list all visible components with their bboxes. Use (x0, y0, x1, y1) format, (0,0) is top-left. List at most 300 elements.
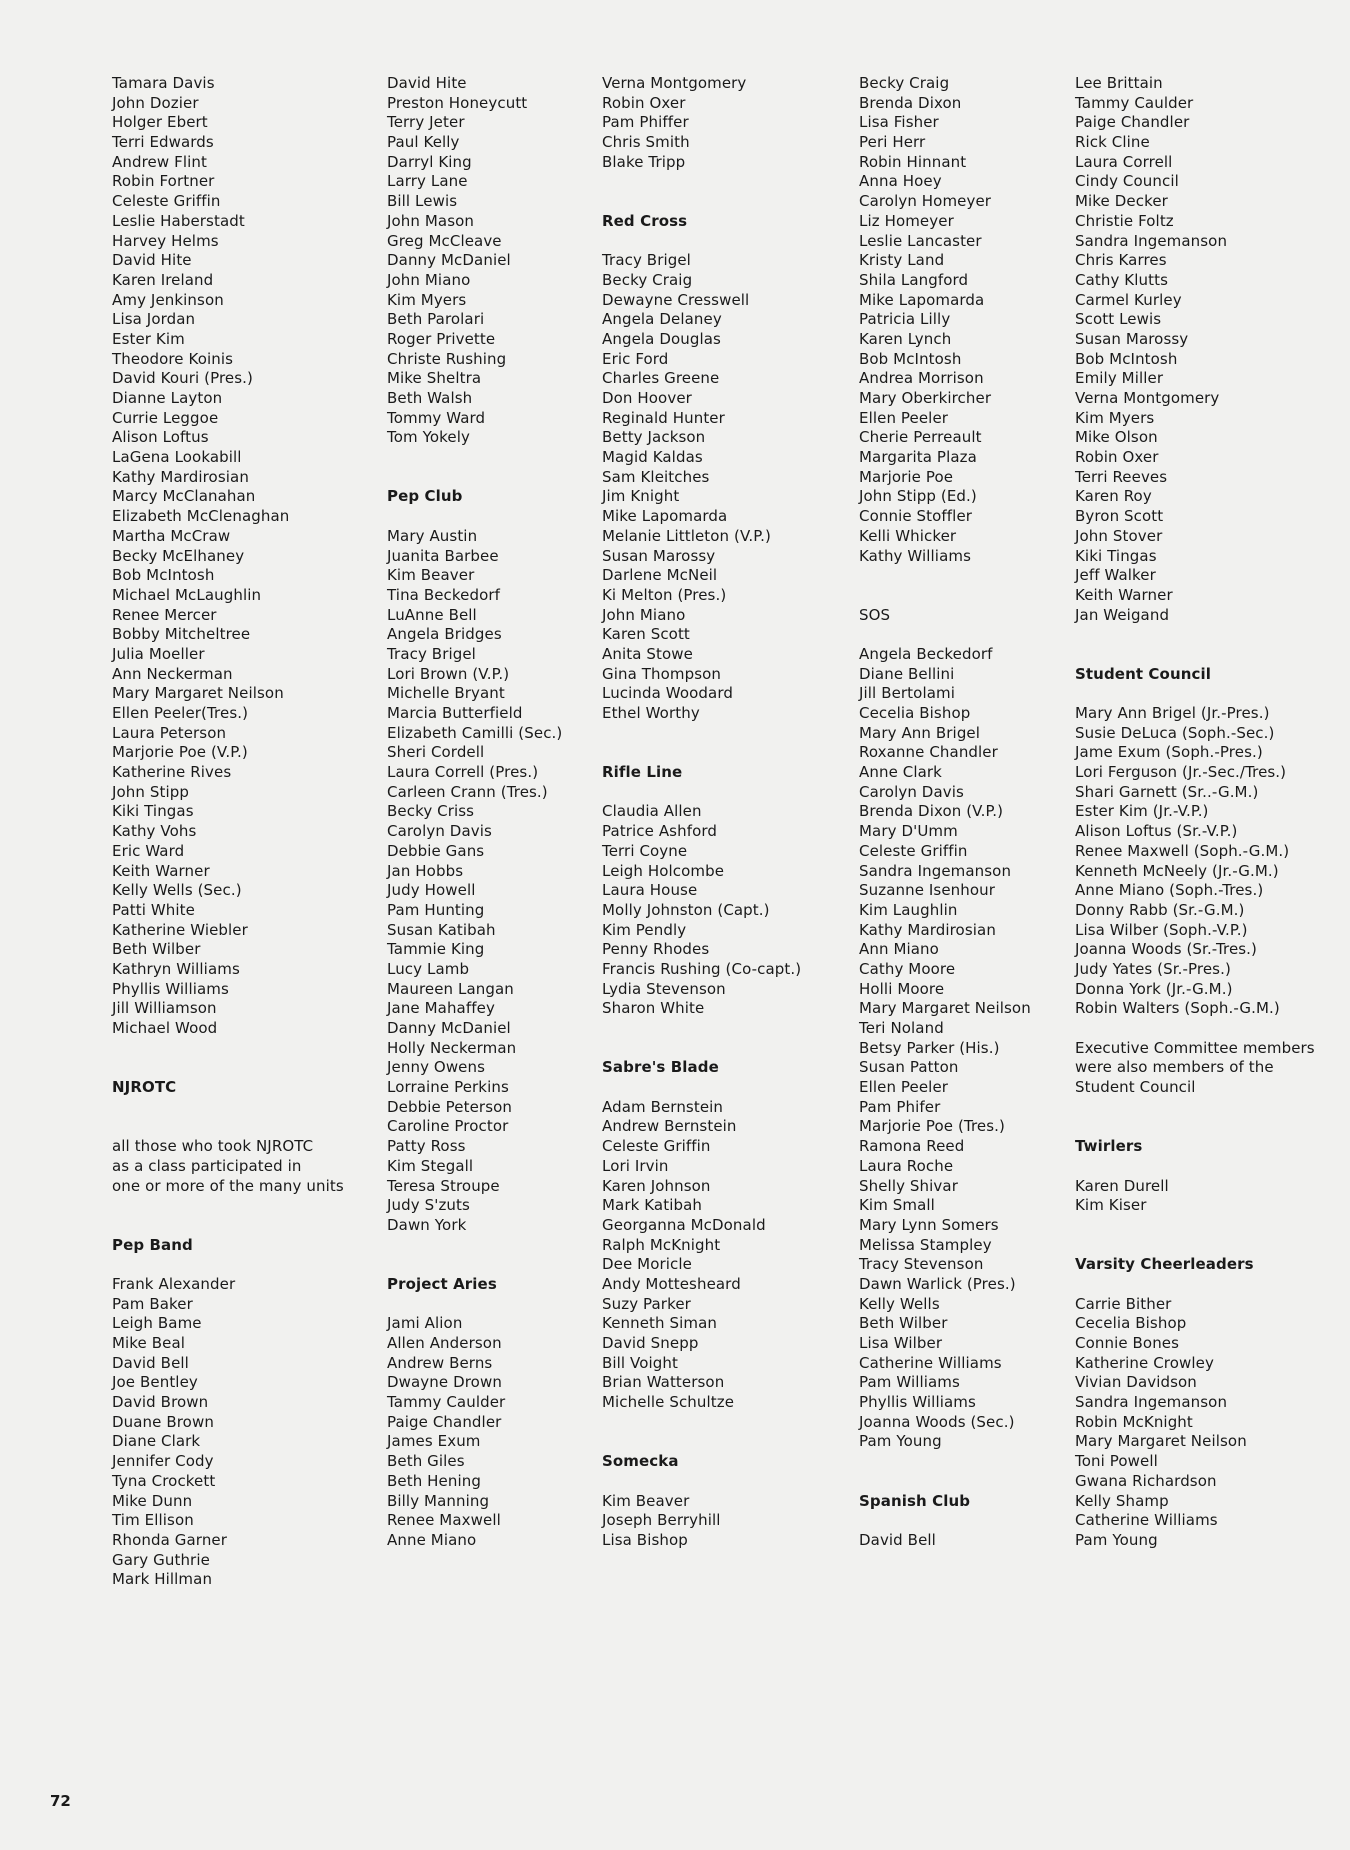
roster-line: Toni Powell (1075, 1452, 1158, 1471)
roster-line: Joanna Woods (Sec.) (859, 1412, 1015, 1431)
roster-line: Michelle Bryant (387, 684, 505, 703)
spacer (602, 172, 852, 192)
roster-line: Molly Johnston (Capt.) (602, 900, 770, 919)
spacer (1075, 625, 1337, 645)
spacer (602, 1432, 852, 1452)
roster-line: Melissa Stampley (859, 1235, 992, 1254)
roster-line: Becky Craig (859, 74, 950, 92)
roster-line: Lori Ferguson (Jr.-Sec./Tres.) (1075, 763, 1287, 782)
roster-line: Jan Hobbs (387, 861, 464, 880)
roster-line: David Hite (112, 251, 192, 270)
roster-line: Robin Oxer (602, 93, 686, 112)
roster-line: Holly Neckerman (387, 1038, 517, 1057)
spacer (112, 1117, 362, 1137)
roster-line: Karen Roy (1075, 487, 1152, 506)
roster-line: Katherine Crowley (1075, 1353, 1214, 1372)
section-heading: Pep Club (387, 487, 463, 506)
roster-line: Marjorie Poe (859, 467, 954, 486)
roster-line: Celeste Griffin (602, 1137, 711, 1156)
roster-line: Sandra Ingemanson (1075, 1393, 1228, 1412)
roster-line: Marjorie Poe (V.P.) (112, 743, 248, 762)
roster-line: John Stipp (112, 782, 189, 801)
roster-line: Cathy Klutts (1075, 270, 1168, 289)
spacer (1075, 1216, 1337, 1236)
roster-line: Patty Ross (387, 1137, 466, 1156)
roster-line: Danny McDaniel (387, 1019, 511, 1037)
roster-line: Cindy Council (1075, 172, 1179, 191)
roster-line: Mike Decker (1075, 192, 1168, 211)
roster-line: Kenneth McNeely (Jr.-G.M.) (1075, 861, 1279, 880)
roster-line: David Hite (387, 74, 467, 92)
roster-line: Billy Manning (387, 1491, 490, 1510)
roster-line: Mary Lynn Somers (859, 1215, 999, 1234)
roster-line: Kim Laughlin (859, 900, 958, 919)
roster-line: Lorraine Perkins (387, 1078, 509, 1097)
roster-line: Kathryn Williams (112, 959, 240, 978)
roster-line: Beth Wilber (112, 940, 201, 959)
roster-line: Ki Melton (Pres.) (602, 585, 727, 604)
roster-line: Mary Margaret Neilson (1075, 1432, 1247, 1451)
spacer (112, 1216, 362, 1236)
roster-line: Ethel Worthy (602, 704, 700, 722)
roster-line: Catherine Williams (1075, 1511, 1218, 1530)
roster-line: Bob McIntosh (1075, 349, 1178, 368)
roster-line: Blake Tripp (602, 152, 686, 171)
roster-line: Lisa Fisher (859, 113, 939, 132)
roster-line: Leslie Lancaster (859, 231, 982, 250)
roster-line: Beth Hening (387, 1471, 481, 1490)
roster-line: Keith Warner (112, 861, 210, 880)
section-heading: Somecka (602, 1452, 679, 1471)
roster-line: Ramona Reed (859, 1137, 965, 1156)
roster-line: Frank Alexander (112, 1274, 236, 1293)
section-heading: Varsity Cheerleaders (1075, 1255, 1254, 1274)
roster-column-1 (112, 74, 362, 1590)
roster-line: Jill Williamson (112, 999, 217, 1018)
spacer (859, 566, 1109, 586)
roster-line: Lisa Bishop (602, 1530, 688, 1549)
roster-line: Carleen Crann (Tres.) (387, 782, 548, 801)
roster-line: Kathy Mardirosian (859, 920, 996, 939)
roster-line: Lisa Wilber (859, 1334, 943, 1352)
roster-line: Kelly Shamp (1075, 1491, 1169, 1510)
roster-line: Kim Stegall (387, 1156, 474, 1175)
spacer (859, 586, 1109, 606)
roster-line: Mary Austin (387, 526, 478, 545)
spacer (1075, 1117, 1337, 1137)
roster-line: Duane Brown (112, 1412, 214, 1431)
roster-line: Kelli Whicker (859, 526, 957, 545)
roster-line: Renee Maxwell (387, 1511, 501, 1530)
roster-line: Ann Neckerman (112, 664, 233, 683)
roster-line: Shila Langford (859, 270, 969, 289)
roster-line: Sheri Cordell (387, 743, 485, 762)
roster-line: Verna Montgomery (1075, 389, 1220, 407)
roster-line: Laura House (602, 881, 698, 900)
roster-line: Dewayne Cresswell (602, 290, 750, 309)
roster-line: Mark Hillman (112, 1570, 213, 1589)
roster-line: David Brown (112, 1393, 209, 1412)
roster-line: Kathy Vohs (112, 822, 197, 841)
roster-line: Katherine Rives (112, 763, 232, 782)
roster-line: Tracy Stevenson (859, 1255, 984, 1274)
roster-line: Connie Stoffler (859, 507, 973, 526)
section-heading: Project Aries (387, 1274, 497, 1293)
spacer (602, 724, 852, 744)
roster-line: Currie Leggoe (112, 408, 219, 427)
roster-line: Roxanne Chandler (859, 743, 998, 762)
roster-line: Darlene McNeil (602, 566, 718, 585)
roster-line: Bill Lewis (387, 192, 458, 211)
roster-line: Patricia Lilly (859, 310, 951, 329)
spacer (859, 1511, 1109, 1531)
roster-line: Francis Rushing (Co-capt.) (602, 959, 802, 978)
roster-line: Dianne Layton (112, 389, 223, 407)
roster-line: Student Council (1075, 1078, 1196, 1097)
roster-line: Laura Peterson (112, 723, 227, 742)
roster-line: Kiki Tingas (112, 802, 194, 821)
spacer (602, 192, 852, 212)
roster-line: Adam Bernstein (602, 1097, 724, 1116)
roster-line: Pam Young (859, 1432, 942, 1451)
spacer (1075, 1275, 1337, 1295)
roster-line: Lucy Lamb (387, 959, 470, 978)
roster-line: Anna Hoey (859, 172, 942, 191)
roster-line: Gwana Richardson (1075, 1471, 1217, 1490)
roster-line: Jenny Owens (387, 1058, 486, 1077)
roster-line: Don Hoover (602, 389, 692, 407)
roster-line: David Snepp (602, 1334, 699, 1352)
roster-line: Carrie Bither (1075, 1294, 1172, 1313)
roster-line: Georganna McDonald (602, 1215, 766, 1234)
roster-line: Scott Lewis (1075, 310, 1162, 329)
roster-line: Robin Oxer (1075, 448, 1159, 467)
roster-line: Jami Alion (387, 1314, 463, 1333)
roster-line: John Miano (602, 605, 686, 624)
roster-line: Beth Parolari (387, 310, 485, 329)
roster-line: Renee Mercer (112, 605, 217, 624)
roster-line: Eric Ford (602, 349, 669, 368)
spacer (387, 468, 637, 488)
roster-line: Mike Olson (1075, 428, 1158, 447)
roster-line: Tom Yokely (387, 428, 470, 447)
roster-line: Bob McIntosh (112, 566, 215, 585)
roster-line: Lori Brown (V.P.) (387, 664, 510, 683)
roster-line: Allen Anderson (387, 1334, 502, 1352)
roster-line: Cecelia Bishop (859, 704, 971, 722)
roster-line: Jill Bertolami (859, 684, 955, 703)
spacer (602, 1019, 852, 1039)
roster-line: Peri Herr (859, 133, 926, 152)
roster-line: Harvey Helms (112, 231, 219, 250)
roster-line: Tina Beckedorf (387, 585, 501, 604)
roster-line: Mary Oberkircher (859, 389, 992, 407)
page-number: 72 (50, 1792, 71, 1810)
roster-line: Robin Walters (Soph.-G.M.) (1075, 999, 1280, 1018)
roster-line: Lydia Stevenson (602, 979, 726, 998)
roster-line: Sharon White (602, 999, 705, 1018)
roster-line: Susan Marossy (602, 546, 716, 565)
roster-line: Eric Ward (112, 841, 185, 860)
spacer (602, 1039, 852, 1059)
roster-line: Renee Maxwell (Soph.-G.M.) (1075, 841, 1290, 860)
roster-line: one or more of the many units (112, 1176, 344, 1195)
roster-line: Theodore Koinis (112, 349, 234, 368)
roster-line: Kathy Williams (859, 546, 971, 565)
roster-line: Karen Scott (602, 625, 690, 644)
roster-line: Anita Stowe (602, 644, 693, 663)
roster-line: Claudia Allen (602, 802, 702, 821)
roster-line: Karen Johnson (602, 1176, 711, 1195)
roster-line: Celeste Griffin (859, 841, 968, 860)
roster-line: Carolyn Davis (859, 782, 964, 801)
spacer (602, 743, 852, 763)
section-heading: Pep Band (112, 1235, 193, 1254)
roster-line: Ellen Peeler (859, 408, 949, 427)
roster-line: Donny Rabb (Sr.-G.M.) (1075, 900, 1245, 919)
roster-line: Lisa Wilber (Soph.-V.P.) (1075, 920, 1248, 939)
roster-line: Patti White (112, 900, 195, 919)
roster-line: Larry Lane (387, 172, 468, 191)
roster-line: Donna York (Jr.-G.M.) (1075, 979, 1233, 998)
roster-line: Robin Fortner (112, 172, 215, 191)
roster-line: Andrew Flint (112, 152, 207, 171)
roster-line: Verna Montgomery (602, 74, 747, 92)
roster-line: Becky Criss (387, 802, 475, 821)
roster-line: Kim Small (859, 1196, 935, 1215)
roster-line: Angela Delaney (602, 310, 722, 329)
roster-line: Kim Beaver (602, 1491, 690, 1510)
roster-line: John Mason (387, 211, 475, 230)
roster-line: Paige Chandler (387, 1412, 502, 1431)
spacer (859, 625, 1109, 645)
roster-line: Mary Margaret Neilson (859, 999, 1031, 1018)
roster-line: Betsy Parker (His.) (859, 1038, 1000, 1057)
roster-line: Carolyn Homeyer (859, 192, 992, 211)
roster-line: Andrea Morrison (859, 369, 984, 388)
roster-line: Rick Cline (1075, 133, 1150, 152)
roster-line: Kim Kiser (1075, 1196, 1147, 1215)
spacer (859, 1472, 1109, 1492)
roster-line: Alison Loftus (Sr.-V.P.) (1075, 822, 1238, 841)
roster-line: Jane Mahaffey (387, 999, 495, 1018)
roster-line: Michelle Schultze (602, 1393, 735, 1412)
spacer (112, 1098, 362, 1118)
spacer (112, 1058, 362, 1078)
roster-line: Anne Miano (387, 1530, 477, 1549)
roster-line: Sandra Ingemanson (1075, 231, 1228, 250)
roster-line: Ann Miano (859, 940, 939, 959)
spacer (387, 1236, 637, 1256)
roster-line: Byron Scott (1075, 507, 1164, 526)
roster-line: Joanna Woods (Sr.-Tres.) (1075, 940, 1258, 959)
roster-line: Chris Smith (602, 133, 690, 152)
roster-line: Martha McCraw (112, 526, 231, 545)
roster-line: Andrew Bernstein (602, 1117, 737, 1136)
roster-line: Debbie Gans (387, 841, 485, 860)
roster-line: Magid Kaldas (602, 448, 703, 467)
roster-line: Katherine Wiebler (112, 920, 248, 939)
roster-line: Tommy Ward (387, 408, 486, 427)
roster-line: Danny McDaniel (387, 251, 511, 270)
roster-line: Dawn York (387, 1215, 467, 1234)
roster-line: Mike Dunn (112, 1491, 193, 1510)
roster-line: Judy S'zuts (387, 1196, 470, 1215)
roster-line: Teri Noland (859, 1019, 944, 1037)
roster-line: Angela Bridges (387, 625, 502, 644)
roster-line: Kim Myers (1075, 408, 1155, 427)
roster-line: Cathy Moore (859, 959, 956, 978)
roster-column-3 (602, 74, 852, 1551)
spacer (602, 1472, 852, 1492)
section-heading: Sabre's Blade (602, 1058, 719, 1077)
roster-line: Preston Honeycutt (387, 93, 528, 112)
roster-line: Darryl King (387, 152, 472, 171)
roster-line: Karen Ireland (112, 270, 214, 289)
roster-line: Suzanne Isenhour (859, 881, 996, 900)
roster-line: Robin McKnight (1075, 1412, 1193, 1431)
roster-line: Susan Patton (859, 1058, 959, 1077)
roster-line: Chris Karres (1075, 251, 1167, 270)
roster-line: Bill Voight (602, 1353, 679, 1372)
roster-line: Tyna Crockett (112, 1471, 216, 1490)
roster-line: Mike Lapomarda (602, 507, 728, 526)
roster-line: Kathy Mardirosian (112, 467, 249, 486)
roster-line: Celeste Griffin (112, 192, 221, 211)
roster-line: Elizabeth McClenaghan (112, 507, 290, 526)
roster-line: Executive Committee members (1075, 1038, 1315, 1057)
section-heading: NJROTC (112, 1078, 177, 1097)
roster-line: Connie Bones (1075, 1334, 1180, 1352)
roster-line: Alison Loftus (112, 428, 209, 447)
roster-line: Laura Correll (1075, 152, 1173, 171)
section-heading: Twirlers (1075, 1137, 1143, 1156)
roster-line: Bob McIntosh (859, 349, 962, 368)
roster-line: Pam Baker (112, 1294, 193, 1313)
roster-line: Greg McCleave (387, 231, 502, 250)
roster-line: were also members of the (1075, 1058, 1274, 1077)
roster-line: Jame Exum (Soph.-Pres.) (1075, 743, 1263, 762)
roster-line: Mike Beal (112, 1334, 186, 1352)
spacer (112, 1039, 362, 1059)
roster-line: Elizabeth Camilli (Sec.) (387, 723, 563, 742)
roster-line: Pam Hunting (387, 900, 485, 919)
roster-line: Michael McLaughlin (112, 585, 262, 604)
roster-line: Lisa Jordan (112, 310, 196, 329)
roster-line: Becky Craig (602, 270, 693, 289)
roster-line: Juanita Barbee (387, 546, 499, 565)
roster-line: Maureen Langan (387, 979, 514, 998)
roster-line: Pam Phiffer (602, 113, 689, 132)
roster-line: Becky McElhaney (112, 546, 245, 565)
roster-line: Suzy Parker (602, 1294, 691, 1313)
roster-line: Jan Weigand (1075, 605, 1170, 624)
spacer (1075, 1098, 1337, 1118)
roster-line: Dwayne Drown (387, 1373, 502, 1392)
roster-line: Beth Walsh (387, 389, 473, 407)
roster-line: Liz Homeyer (859, 211, 954, 230)
spacer (1075, 1236, 1337, 1256)
roster-line: Susan Marossy (1075, 329, 1189, 348)
section-heading: Red Cross (602, 211, 688, 230)
roster-line: Marcy McClanahan (112, 487, 256, 506)
roster-line: Amy Jenkinson (112, 290, 224, 309)
spacer (1075, 645, 1337, 665)
roster-line: Tim Ellison (112, 1511, 194, 1530)
roster-line: Brian Watterson (602, 1373, 725, 1392)
roster-line: Teresa Stroupe (387, 1176, 500, 1195)
roster-line: Judy Yates (Sr.-Pres.) (1075, 959, 1231, 978)
roster-line: Cecelia Bishop (1075, 1314, 1187, 1333)
roster-line: Mark Katibah (602, 1196, 702, 1215)
spacer (859, 1452, 1109, 1472)
roster-line: Andrew Berns (387, 1353, 493, 1372)
spacer (602, 783, 852, 803)
roster-line: Kiki Tingas (1075, 546, 1157, 565)
roster-line: John Miano (387, 270, 471, 289)
roster-line: Tamara Davis (112, 74, 215, 92)
roster-line: Phyllis Williams (859, 1393, 976, 1412)
spacer (1075, 1019, 1337, 1039)
roster-line: Terri Edwards (112, 133, 214, 152)
roster-line: Jim Knight (602, 487, 680, 506)
roster-line: Leigh Bame (112, 1314, 202, 1333)
roster-line: Carolyn Davis (387, 822, 492, 841)
roster-line: Terri Coyne (602, 841, 688, 860)
spacer (602, 1413, 852, 1433)
roster-line: Mary Ann Brigel (859, 723, 981, 742)
spacer (387, 507, 637, 527)
roster-line: Reginald Hunter (602, 408, 725, 427)
roster-line: Kim Myers (387, 290, 467, 309)
roster-line: Tammy Caulder (387, 1393, 506, 1412)
roster-line: Kelly Wells (859, 1294, 940, 1313)
section-heading: Student Council (1075, 664, 1211, 683)
roster-column-2 (387, 74, 637, 1551)
roster-line: Brenda Dixon (859, 93, 962, 112)
roster-line: Keith Warner (1075, 585, 1173, 604)
roster-line: Marjorie Poe (Tres.) (859, 1117, 1005, 1136)
roster-line: Margarita Plaza (859, 448, 977, 467)
roster-line: Ester Kim (112, 329, 185, 348)
spacer (387, 448, 637, 468)
roster-line: Diane Clark (112, 1432, 201, 1451)
roster-line: Lee Brittain (1075, 74, 1163, 92)
roster-line: David Bell (112, 1353, 189, 1372)
roster-line: Phyllis Williams (112, 979, 229, 998)
spacer (602, 1078, 852, 1098)
roster-line: Tracy Brigel (602, 251, 691, 270)
roster-line: Kim Pendly (602, 920, 687, 939)
roster-line: Tammy Caulder (1075, 93, 1194, 112)
roster-column-5 (1075, 74, 1337, 1551)
roster-line: John Stover (1075, 526, 1163, 545)
roster-line: Patrice Ashford (602, 822, 717, 841)
roster-line: Julia Moeller (112, 644, 205, 663)
roster-line: Lucinda Woodard (602, 684, 733, 703)
spacer (387, 1295, 637, 1315)
roster-line: Catherine Williams (859, 1353, 1002, 1372)
spacer (387, 1255, 637, 1275)
roster-line: as a class participated in (112, 1156, 302, 1175)
roster-line: Betty Jackson (602, 428, 706, 447)
roster-line: SOS (859, 605, 891, 624)
roster-line: Shelly Shivar (859, 1176, 958, 1195)
roster-line: Mary D'Umm (859, 822, 958, 841)
roster-line: Roger Privette (387, 329, 496, 348)
roster-line: Cherie Perreault (859, 428, 982, 447)
roster-line: John Dozier (112, 93, 199, 112)
